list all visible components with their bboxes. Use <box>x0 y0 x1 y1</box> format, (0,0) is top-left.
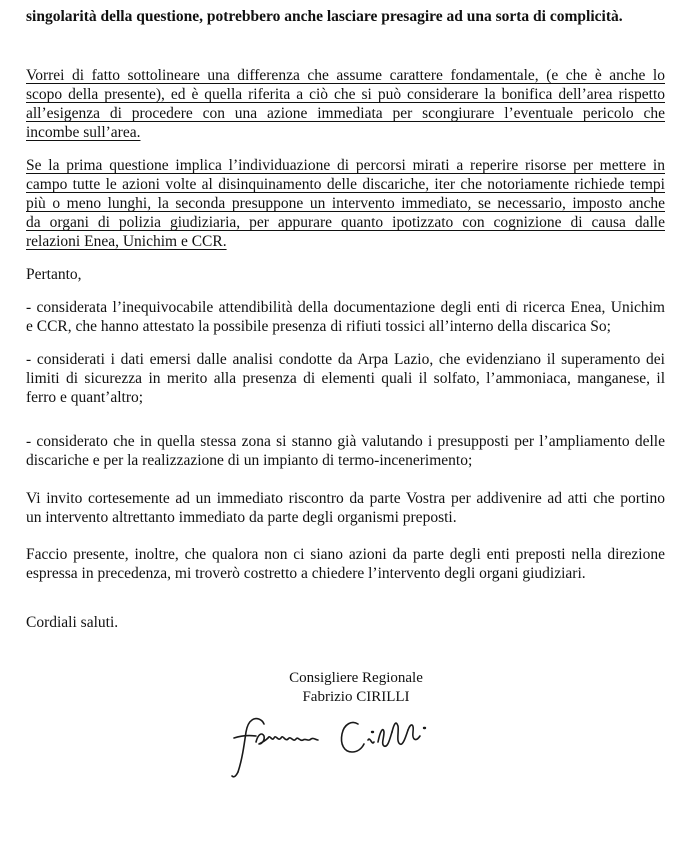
paragraph-line: espressa in precedenza, mi troverò costretto a chiedere l’intervento degli organi giudiziari. <box>26 565 586 582</box>
paragraph-line: da organi di polizia giudiziaria, per appurare quanto ipotizzato con cognizione di causa dalle <box>26 214 665 231</box>
pertanto-text: Pertanto, <box>26 266 82 283</box>
paragraph-line: - considerata l’inequivocabile attendibilità della documentazione degli enti di ricerca Enea, Unichim <box>26 299 665 316</box>
paragraph-line: relazioni Enea, Unichim e CCR. <box>26 233 227 250</box>
paragraph-line: più o meno lunghi, la seconda presuppone un intervento immediato, se necessario, imposto anche <box>26 195 665 212</box>
paragraph-line: - considerato che in quella stessa zona si stanno già valutando i presupposti per l’ampliamento delle <box>26 433 665 450</box>
paragraph-line: campo tutte le azioni volte al disinquinamento delle discariche, iter che notoriamente richiede tempi <box>26 176 665 193</box>
paragraph-line: - considerati i dati emersi dalle analisi condotte da Arpa Lazio, che evidenziano il superamento dei <box>26 351 665 368</box>
paragraph-line: e CCR, che hanno attestato la possibile presenza di rifiuti tossici all’interno della discarica So; <box>26 318 611 335</box>
paragraph-line: Vi invito cortesemente ad un immediato riscontro da parte Vostra per addivenire ad atti che portino <box>26 490 665 507</box>
signatory-role: Consigliere Regionale <box>289 670 423 686</box>
paragraph-line: Se la prima questione implica l’individuazione di percorsi mirati a reperire risorse per mettere in <box>26 157 665 174</box>
paragraph-line: discariche e per la realizzazione di un impianto di termo-incenerimento; <box>26 452 473 469</box>
paragraph-line: incombe sull’area. <box>26 124 141 141</box>
handwritten-signature <box>228 702 468 784</box>
closing-text: Cordiali saluti. <box>26 614 119 631</box>
paragraph-line: all’esigenza di procedere con una azione immediata per scongiurare l’eventuale pericolo che <box>26 105 665 122</box>
paragraph-line: scopo della presente), ed è quella riferita a ciò che si può considerare la bonifica dell’area rispetto <box>26 86 665 103</box>
paragraph-line: un intervento altrettanto immediato da parte degli organismi preposti. <box>26 509 457 526</box>
paragraph-line: ferro e quant’altro; <box>26 389 144 406</box>
paragraph-line: Vorrei di fatto sottolineare una differenza che assume carattere fondamentale, (e che è anche lo <box>26 67 665 84</box>
paragraph-line: Faccio presente, inoltre, che qualora non ci siano azioni da parte degli enti preposti nella direzione <box>26 546 665 563</box>
paragraph-line: limiti di sicurezza in merito alla presenza di elementi quali il solfato, l’ammoniaca, manganese, il <box>26 370 665 387</box>
intro-tail-text: singolarità della questione, potrebbero anche lasciare presagire ad una sorta di complicità. <box>26 8 623 25</box>
signatory-name: Fabrizio CIRILLI <box>302 689 410 705</box>
